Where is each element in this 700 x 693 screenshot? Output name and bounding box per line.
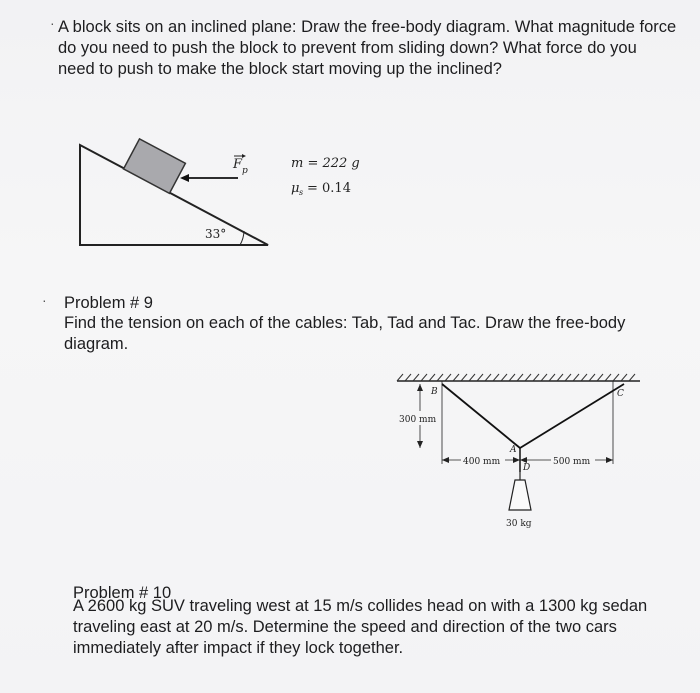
block	[124, 139, 186, 193]
label-b: B	[431, 387, 438, 397]
dim-right-label: 500 mm	[553, 457, 591, 467]
problem-10-text: A 2600 kg SUV traveling west at 15 m/s collides head on with a 1300 kg sedan traveling east at 20 m/s. Determine the speed and direction of the two cars immediately after impact if they lock together.	[73, 597, 648, 657]
force-label: F	[233, 157, 243, 172]
given-values	[285, 150, 385, 200]
label-c: C	[617, 389, 624, 399]
angle-arc	[240, 231, 244, 245]
mu-value: = 0.14	[307, 181, 351, 196]
label-d: D	[523, 463, 531, 473]
mass-label: 30 kg	[506, 519, 532, 529]
bullet-mark: ·	[42, 292, 47, 308]
label-a: A	[510, 445, 517, 455]
mu-symbol: μ	[291, 181, 300, 196]
force-subscript: p	[242, 166, 248, 176]
bullet-mark: ·	[50, 15, 55, 31]
hanging-weight	[509, 480, 531, 510]
dim-left-label: 400 mm	[463, 457, 501, 467]
force-arrowhead	[180, 174, 189, 182]
cable-ab	[442, 384, 520, 448]
problem-10-title: Problem # 10	[73, 584, 172, 602]
mu-subscript: s	[299, 188, 304, 197]
ceiling-hatch	[397, 374, 635, 381]
cable-diagram	[375, 368, 665, 533]
problem-8-text: A block sits on an inclined plane: Draw the free-body diagram. What magnitude force do you need to push the block to prevent from sliding down? What force do you need to push to make the block start moving up the inclined?	[58, 18, 677, 78]
problem-9-title: Problem # 9	[64, 294, 153, 312]
dim-vertical-label: 300 mm	[399, 415, 437, 425]
mass-value: m = 222 g	[291, 156, 360, 171]
cable-ac	[520, 384, 624, 448]
angle-label: 33°	[205, 227, 227, 241]
problem-9-text: Find the tension on each of the cables: Tab, Tad and Tac. Draw the free-body diagram.	[64, 314, 626, 353]
